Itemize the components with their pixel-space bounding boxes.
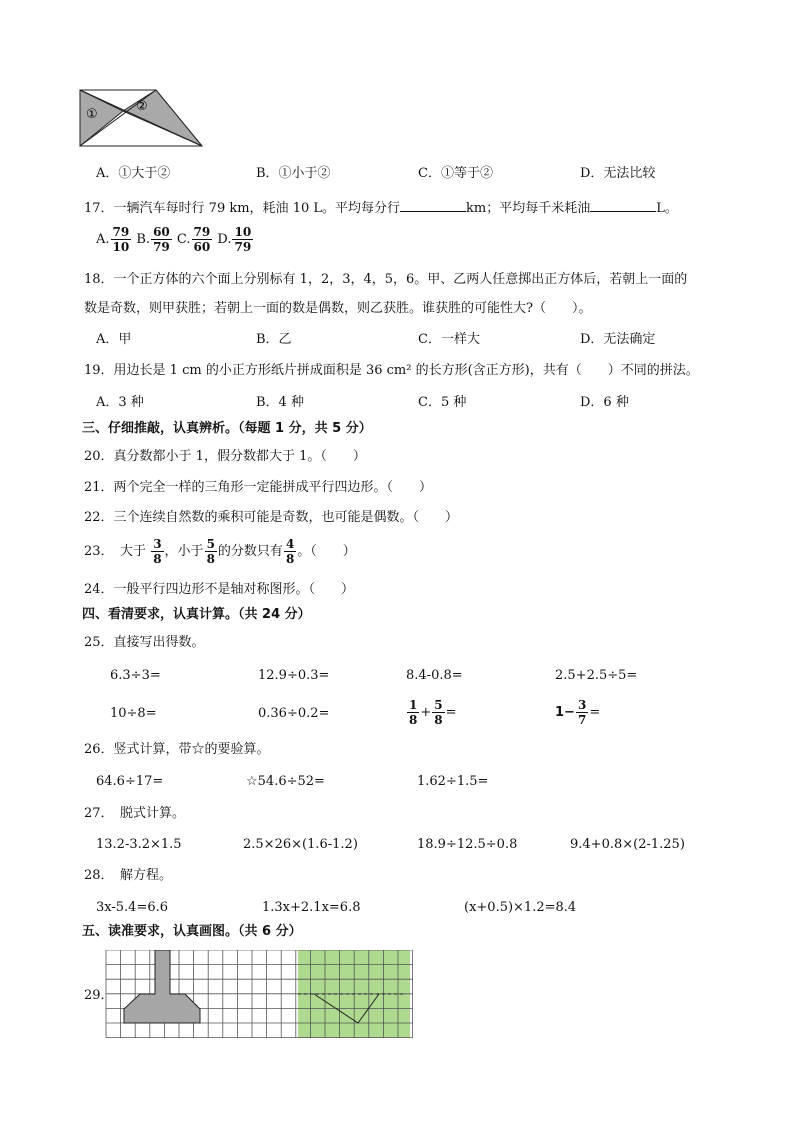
region-2-label: ② (136, 99, 148, 114)
q19-option-a: A．3 种 (96, 395, 144, 410)
q23-fraction-1: $\frac{3}{8}$ (153, 537, 162, 566)
q21: 21．两个完全一样的三角形一定能拼成平行四边形。（ ） (84, 480, 433, 495)
q28-item-2: 1.3x+2.1x=6.8 (262, 900, 361, 915)
q25-item-3: 8.4-0.8= (406, 668, 463, 683)
q23: 23． 大于 $\frac{3}{8}$ ，小于 $\frac{5}{8}$ 的分数只有 $\frac{4}{8}$ 。（ ） (84, 537, 356, 566)
q25-item-1: 6.3÷3= (110, 668, 161, 683)
q16-option-d: D．无法比较 (580, 166, 656, 181)
q29-number: 29． (84, 988, 114, 1003)
q17-option-d: D. $\frac{10}{79}$ (217, 225, 252, 254)
q25-item-5: 10÷8= (110, 706, 157, 721)
region-1-label: ① (86, 107, 98, 122)
q25-item-4: 2.5+2.5÷5= (555, 668, 638, 683)
q23-fraction-3: $\frac{4}{8}$ (285, 537, 295, 566)
q25-item-8: 1− $\frac{3}{7}$ = (555, 698, 601, 727)
q26-item-2: ☆54.6÷52= (246, 774, 325, 789)
q17-text-c: L。 (656, 201, 678, 216)
q28-item-1: 3x-5.4=6.6 (96, 900, 169, 915)
q19-option-d: D．6 种 (580, 395, 629, 410)
q19-option-b: B．4 种 (256, 395, 304, 410)
q16-option-a: A．①大于② (96, 166, 171, 181)
drawing-grid (104, 950, 414, 1042)
q24: 24．一般平行四边形不是轴对称图形。（ ） (84, 582, 355, 597)
q18-option-d: D．无法确定 (580, 332, 656, 347)
q17-text-a: 一辆汽车每时行 79 km，耗油 10 L。平均每分行 (113, 201, 400, 216)
q17-options (96, 224, 254, 256)
q27-item-2: 2.5×26×(1.6-1.2) (243, 837, 358, 852)
q19-option-c: C．5 种 (418, 395, 467, 410)
q23-fraction-2: $\frac{5}{8}$ (206, 537, 215, 566)
q16-option-b: B．①小于② (256, 166, 331, 181)
q26-title: 26．竖式计算，带☆的要验算。 (84, 742, 270, 757)
section-5-heading: 五、读准要求，认真画图。（共 6 分） (82, 924, 302, 939)
q18-option-c: C．一样大 (418, 332, 480, 347)
q17-number: 17． (84, 201, 114, 216)
q17-stem (84, 199, 678, 217)
q22: 22．三个连续自然数的乘积可能是奇数，也可能是偶数。（ ） (84, 510, 459, 525)
q28-item-3: (x+0.5)×1.2=8.4 (464, 900, 577, 915)
q19-stem: 19．用边长是 1 cm 的小正方形纸片拼成面积是 36 cm² 的长方形(含正方形)，共有（ ）不同的拼法。 (84, 363, 699, 378)
q27-title: 27． 脱式计算。 (84, 806, 186, 821)
q17-blank-1[interactable] (400, 199, 466, 212)
q17-option-b: B. $\frac{60}{79}$ (136, 225, 170, 254)
q18-line-2: 数是奇数，则甲获胜；若朝上一面的数是偶数，则乙获胜。谁获胜的可能性大?（ ）。 (84, 301, 592, 316)
q25-title: 25．直接写出得数。 (84, 635, 205, 650)
trapezoid-figure (78, 88, 208, 150)
q25-item-7: $\frac{1}{8}$ + $\frac{5}{8}$ = (409, 698, 457, 727)
q17-option-c: C. $\frac{79}{60}$ (176, 225, 211, 254)
q18-option-b: B．乙 (256, 332, 292, 347)
q25-item-2: 12.9÷0.3= (258, 668, 330, 683)
q17-blank-2[interactable] (590, 199, 656, 212)
q17-option-a: A. $\frac{79}{10}$ (96, 225, 130, 254)
q16-option-c: C．①等于② (418, 166, 493, 181)
q26-item-3: 1.62÷1.5= (417, 774, 489, 789)
q20: 20．真分数都小于 1，假分数都大于 1。（ ） (84, 449, 366, 464)
q27-item-3: 18.9÷12.5÷0.8 (417, 837, 518, 852)
section-3-heading: 三、仔细推敲，认真辨析。（每题 1 分，共 5 分） (82, 421, 372, 436)
q26-item-1: 64.6÷17= (96, 774, 164, 789)
q18-option-a: A．甲 (96, 332, 132, 347)
q27-item-4: 9.4+0.8×(2-1.25) (570, 837, 685, 852)
q28-title: 28． 解方程。 (84, 868, 173, 883)
q18-line-1: 18．一个正方体的六个面上分别标有 1，2，3，4，5，6。甲、乙两人任意掷出正方体后，若朝上一面的 (84, 272, 688, 287)
section-4-heading: 四、看清要求，认真计算。（共 24 分） (82, 607, 311, 622)
q25-item-6: 0.36÷0.2= (258, 706, 330, 721)
q27-item-1: 13.2-3.2×1.5 (96, 837, 182, 852)
q17-text-b: km；平均每千米耗油 (466, 201, 591, 216)
